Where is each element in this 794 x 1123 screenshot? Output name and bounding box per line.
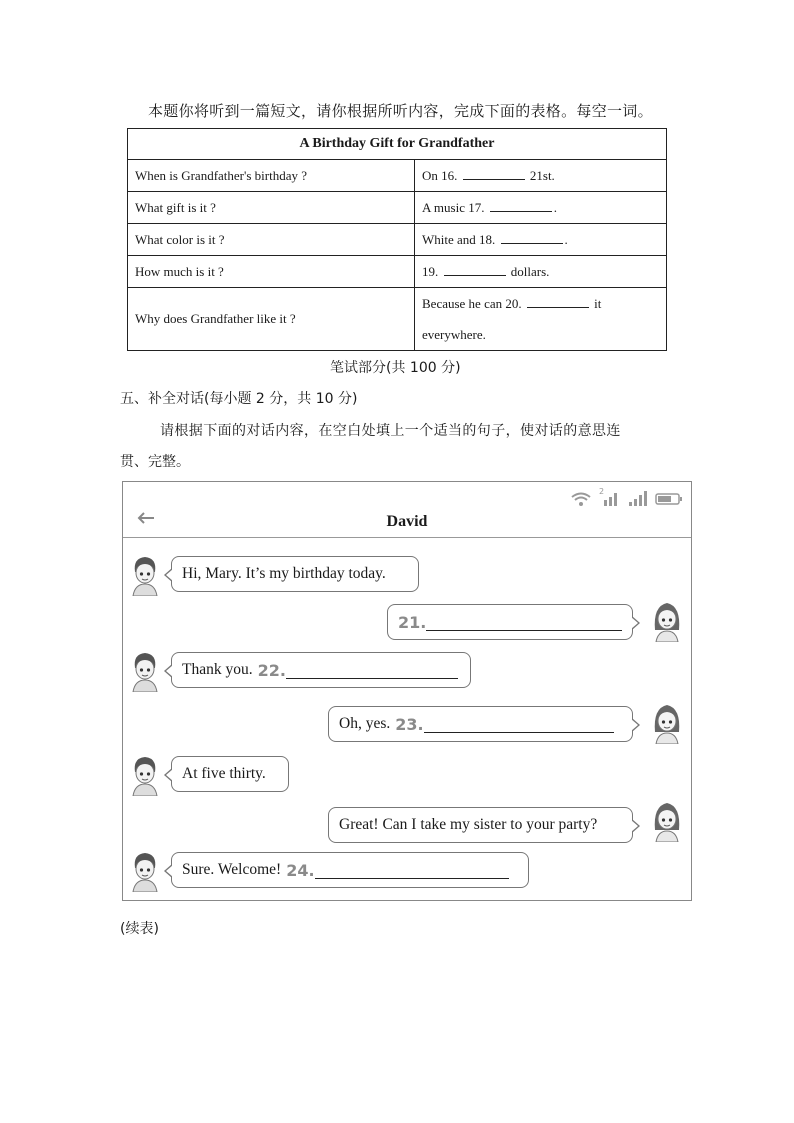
table-row xyxy=(128,224,667,256)
girl-avatar-icon xyxy=(651,800,683,842)
message-bubble-right: 21. xyxy=(387,604,633,640)
chat-header xyxy=(123,482,691,538)
boy-avatar-icon xyxy=(129,650,161,692)
question-cell: How much is it ? xyxy=(128,256,415,288)
chat-screen xyxy=(122,481,692,901)
question-cell: What color is it ? xyxy=(128,224,415,256)
birthday-gift-table xyxy=(127,128,667,351)
written-section-title: 笔试部分(共 100 分) xyxy=(330,360,461,376)
answer-line-21[interactable] xyxy=(426,614,622,631)
answer-line-24[interactable] xyxy=(315,862,509,879)
message-bubble-left: Hi, Mary. It’s my birthday today. xyxy=(171,556,419,592)
table-title: A Birthday Gift for Grandfather xyxy=(128,129,667,160)
message-bubble-right: Great! Can I take my sister to your party? xyxy=(328,807,633,843)
answer-cell: 19. dollars. xyxy=(415,256,667,288)
table-row xyxy=(128,256,667,288)
answer-cell: Because he can 20. it everywhere. xyxy=(415,288,667,351)
boy-avatar-icon xyxy=(129,754,161,796)
answer-blank-19[interactable] xyxy=(444,263,506,276)
answer-blank-20[interactable] xyxy=(527,295,589,308)
girl-avatar-icon xyxy=(651,600,683,642)
message-bubble-right: Oh, yes. 23. xyxy=(328,706,633,742)
status-bar xyxy=(571,488,683,506)
answer-line-22[interactable] xyxy=(286,662,458,679)
girl-avatar-icon xyxy=(651,702,683,744)
boy-avatar-icon xyxy=(129,850,161,892)
question-cell: What gift is it ? xyxy=(128,192,415,224)
answer-blank-16[interactable] xyxy=(463,167,525,180)
continued-note: (续表) xyxy=(120,921,159,937)
answer-cell: A music 17. . xyxy=(415,192,667,224)
listening-instructions: 本题你将听到一篇短文，请你根据所听内容，完成下面的表格。每空一词。 xyxy=(148,102,653,120)
cellular-signal-1-icon: 2 xyxy=(599,490,619,506)
answer-line-23[interactable] xyxy=(424,716,614,733)
message-bubble-left: Thank you. 22. xyxy=(171,652,471,688)
message-bubble-left: At five thirty. xyxy=(171,756,289,792)
boy-avatar-icon xyxy=(129,554,161,596)
wifi-icon xyxy=(571,492,591,506)
part-five-heading: 五、补全对话(每小题 2 分，共 10 分) xyxy=(120,391,358,407)
message-bubble-left: Sure. Welcome! 24. xyxy=(171,852,529,888)
dialogue-instructions-cont: 贯、完整。 xyxy=(120,454,190,470)
question-cell: Why does Grandfather like it ? xyxy=(128,288,415,351)
table-row xyxy=(128,192,667,224)
table-row xyxy=(128,288,667,351)
cellular-signal-2-icon xyxy=(627,490,647,506)
table-row xyxy=(128,160,667,192)
answer-cell: On 16. 21st. xyxy=(415,160,667,192)
answer-blank-18[interactable] xyxy=(501,231,563,244)
answer-cell: White and 18. . xyxy=(415,224,667,256)
dialogue-instructions: 请根据下面的对话内容，在空白处填上一个适当的句子，使对话的意思连 xyxy=(160,423,621,439)
question-cell: When is Grandfather's birthday ? xyxy=(128,160,415,192)
battery-icon xyxy=(655,492,683,506)
contact-name: David xyxy=(386,513,428,530)
answer-blank-17[interactable] xyxy=(490,199,552,212)
